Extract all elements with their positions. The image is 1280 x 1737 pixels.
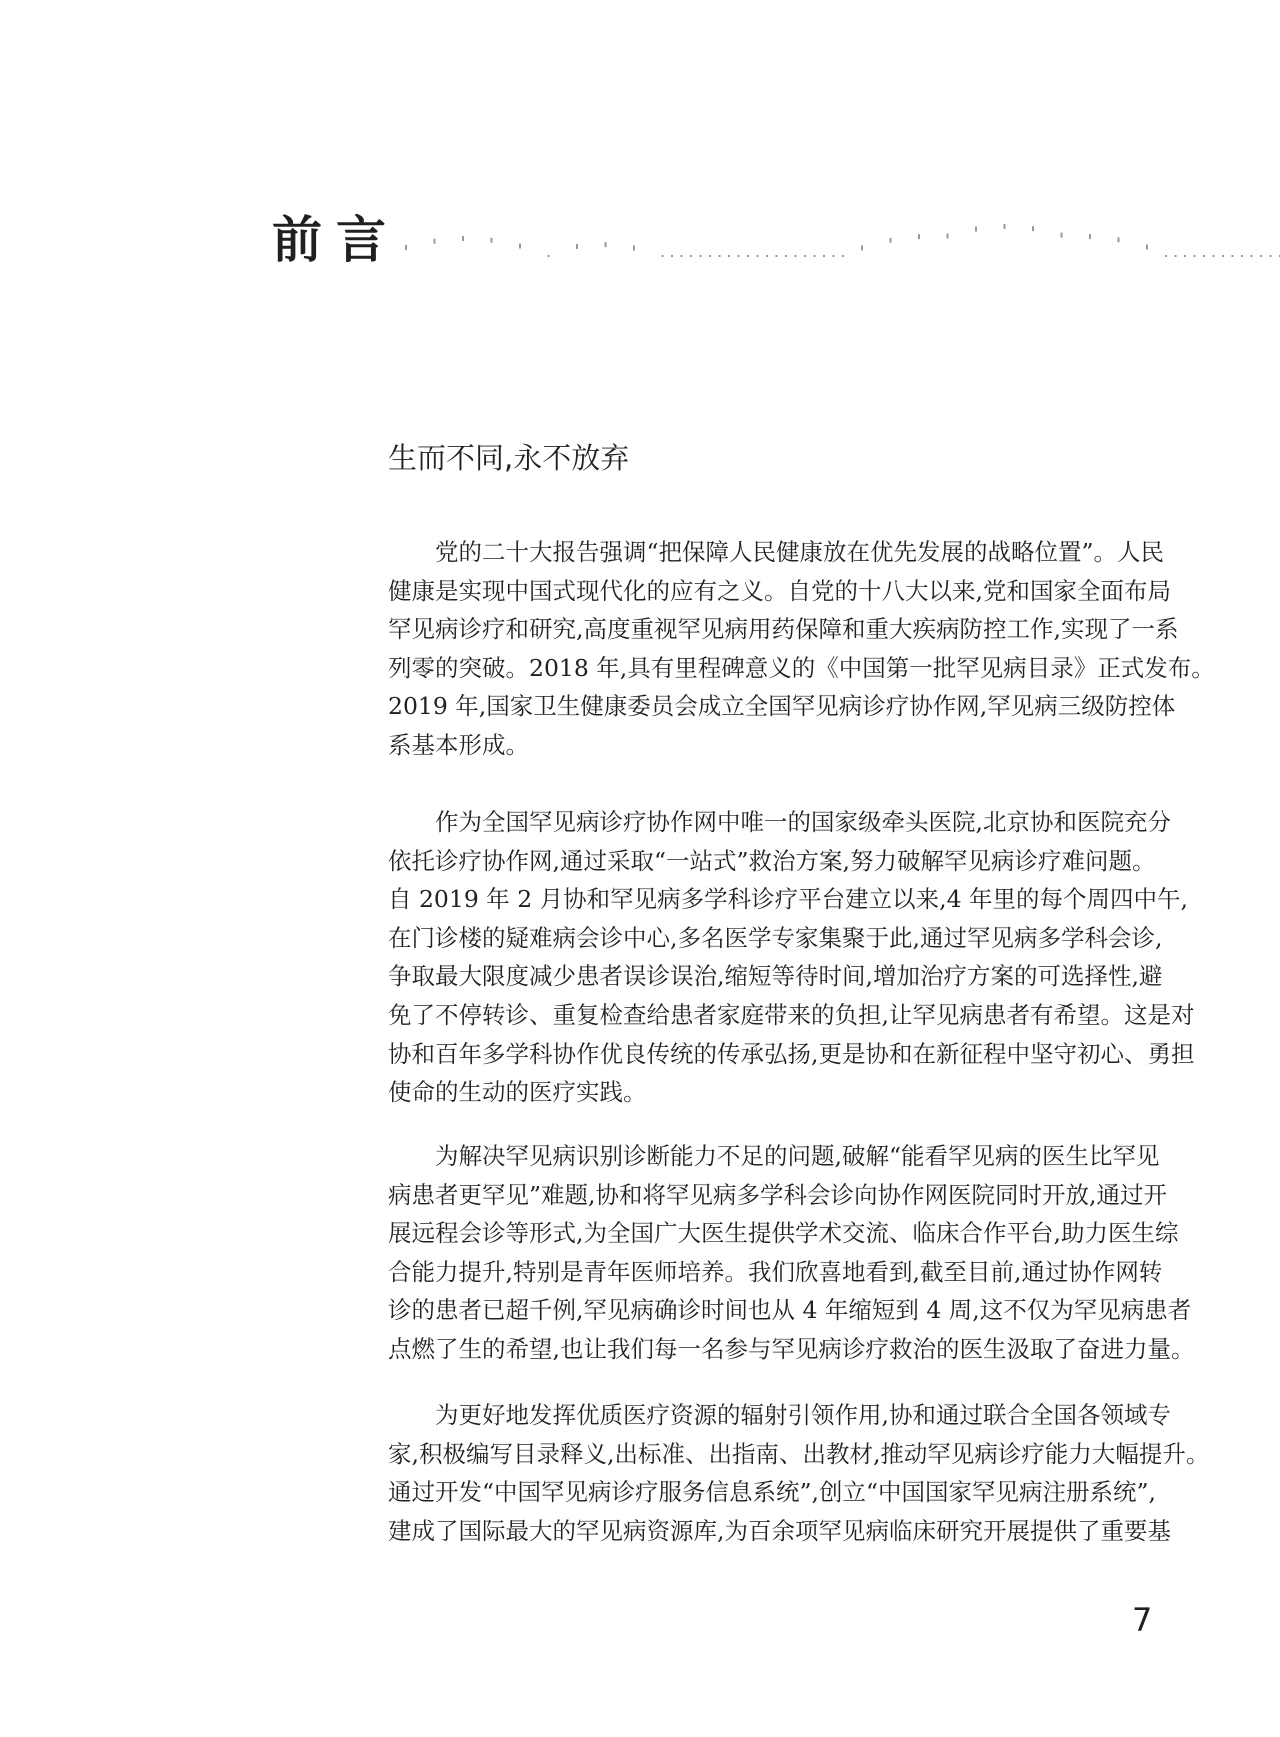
rule-dot [519, 243, 521, 248]
rule-dot [1184, 255, 1186, 257]
text-line: 健康是实现中国式现代化的应有之义。自党的十八大以来,党和国家全面布局 [388, 576, 1171, 605]
rule-dot [757, 255, 759, 257]
rule-dot [1270, 255, 1272, 257]
text-line: 依托诊疗协作网,通过采取“一站式”救治方案,努力破解罕见病诊疗难问题。 [388, 846, 1156, 875]
page-number: 7 [1132, 1601, 1153, 1639]
rule-dot [776, 255, 778, 257]
rule-dot [700, 255, 702, 257]
text-line: 罕见病诊疗和研究,高度重视罕见病用药保障和重大疾病防控工作,实现了一系 [388, 615, 1179, 644]
text-line: 为解决罕见病识别诊断能力不足的问题,破解“能看罕见病的医生比罕见 [435, 1142, 1160, 1170]
rule-dot [1203, 255, 1205, 257]
rule-dot [1118, 237, 1120, 242]
rule-dot [1213, 255, 1215, 257]
text-line: 建成了国际最大的罕见病资源库,为百余项罕见病临床研究开展提供了重要基 [388, 1516, 1171, 1545]
text-line: 使命的生动的医疗实践。 [388, 1078, 647, 1107]
rule-dot [1089, 234, 1091, 239]
section-subtitle: 生而不同,永不放弃 [388, 441, 630, 475]
text-line: 家,积极编写目录释义,出标准、出指南、出教材,推动罕见病诊疗能力大幅提升。 [388, 1439, 1210, 1468]
rule-dot [548, 255, 550, 257]
rule-dot [747, 255, 749, 257]
rule-dot [576, 244, 578, 249]
text-line: 自 2019 年 2 月协和罕见病多学科诊疗平台建立以来,4 年里的每个周四中午, [388, 885, 1188, 914]
rule-dot [1175, 255, 1177, 257]
rule-dot [823, 255, 825, 257]
rule-dot [1146, 244, 1148, 249]
text-line: 病患者更罕见”难题,协和将罕见病多学科会诊向协作网医院同时开放,通过开 [388, 1180, 1167, 1209]
paragraph-2 [388, 803, 1195, 1112]
text-line: 合能力提升,特别是青年医师培养。我们欣喜地看到,截至目前,通过协作网转 [388, 1257, 1163, 1286]
rule-dot [681, 255, 683, 257]
rule-dot [605, 242, 607, 247]
rule-dot [1222, 255, 1224, 257]
decorative-dotted-rule [405, 222, 1280, 262]
rule-dot [947, 234, 949, 239]
rule-dot [890, 238, 892, 243]
rule-dot [728, 255, 730, 257]
text-line: 诊的患者已超千例,罕见病确诊时间也从 4 年缩短到 4 周,这不仅为罕见病患者 [388, 1296, 1192, 1325]
text-line: 2019 年,国家卫生健康委员会成立全国罕见病诊疗协作网,罕见病三级防控体 [388, 692, 1176, 721]
rule-dot [766, 255, 768, 257]
rule-dot [918, 234, 920, 239]
rule-dot [709, 255, 711, 257]
paragraph-1 [388, 533, 1215, 765]
rule-dot [842, 255, 844, 257]
rule-dot [1061, 233, 1063, 238]
rule-dot [434, 239, 436, 244]
rule-dot [738, 255, 740, 257]
rule-dot [1251, 255, 1253, 257]
chapter-title: 前言 [272, 211, 400, 269]
rule-dot [1232, 255, 1234, 257]
rule-dot [1032, 226, 1034, 231]
text-line: 作为全国罕见病诊疗协作网中唯一的国家级牵头医院,北京协和医院充分 [435, 808, 1171, 836]
rule-dot [1165, 255, 1167, 257]
rule-dot [462, 236, 464, 241]
rule-dot [795, 255, 797, 257]
rule-dot [662, 255, 664, 257]
rule-dot [861, 245, 863, 250]
paragraph-4 [388, 1396, 1210, 1550]
rule-dot [491, 238, 493, 243]
rule-dot [1194, 255, 1196, 257]
rule-dot [405, 245, 407, 250]
text-line: 为更好地发挥优质医疗资源的辐射引领作用,协和通过联合全国各领域专 [435, 1401, 1171, 1429]
text-line: 争取最大限度减少患者误诊误治,缩短等待时间,增加治疗方案的可选择性,避 [388, 962, 1163, 991]
rule-dot [1004, 224, 1006, 229]
rule-dot [633, 246, 635, 251]
rule-dot [804, 255, 806, 257]
rule-dot [833, 255, 835, 257]
rule-dot [1241, 255, 1243, 257]
text-line: 免了不停转诊、重复检查给患者家庭带来的负担,让罕见病患者有希望。这是对 [388, 1000, 1195, 1029]
rule-dot [814, 255, 816, 257]
paragraph-3 [388, 1137, 1195, 1369]
text-line: 协和百年多学科协作优良传统的传承弘扬,更是协和在新征程中坚守初心、勇担 [388, 1039, 1195, 1068]
rule-dot [671, 255, 673, 257]
text-line: 党的二十大报告强调“把保障人民健康放在优先发展的战略位置”。人民 [435, 538, 1165, 566]
text-line: 系基本形成。 [388, 730, 529, 759]
text-line: 通过开发“中国罕见病诊疗服务信息系统”,创立“中国国家罕见病注册系统”, [388, 1478, 1156, 1507]
text-line: 点燃了生的希望,也让我们每一名参与罕见病诊疗救治的医生汲取了奋进力量。 [388, 1334, 1195, 1363]
rule-dot [719, 255, 721, 257]
text-line: 在门诊楼的疑难病会诊中心,多名医学专家集聚于此,通过罕见病多学科会诊, [388, 923, 1163, 952]
rule-dot [975, 227, 977, 232]
rule-dot [690, 255, 692, 257]
rule-dot [785, 255, 787, 257]
text-line: 列零的突破。2018 年,具有里程碑意义的《中国第一批罕见病目录》正式发布。 [388, 653, 1215, 682]
text-line: 展远程会诊等形式,为全国广大医生提供学术交流、临床合作平台,助力医生综 [388, 1219, 1179, 1248]
rule-dot [1260, 255, 1262, 257]
